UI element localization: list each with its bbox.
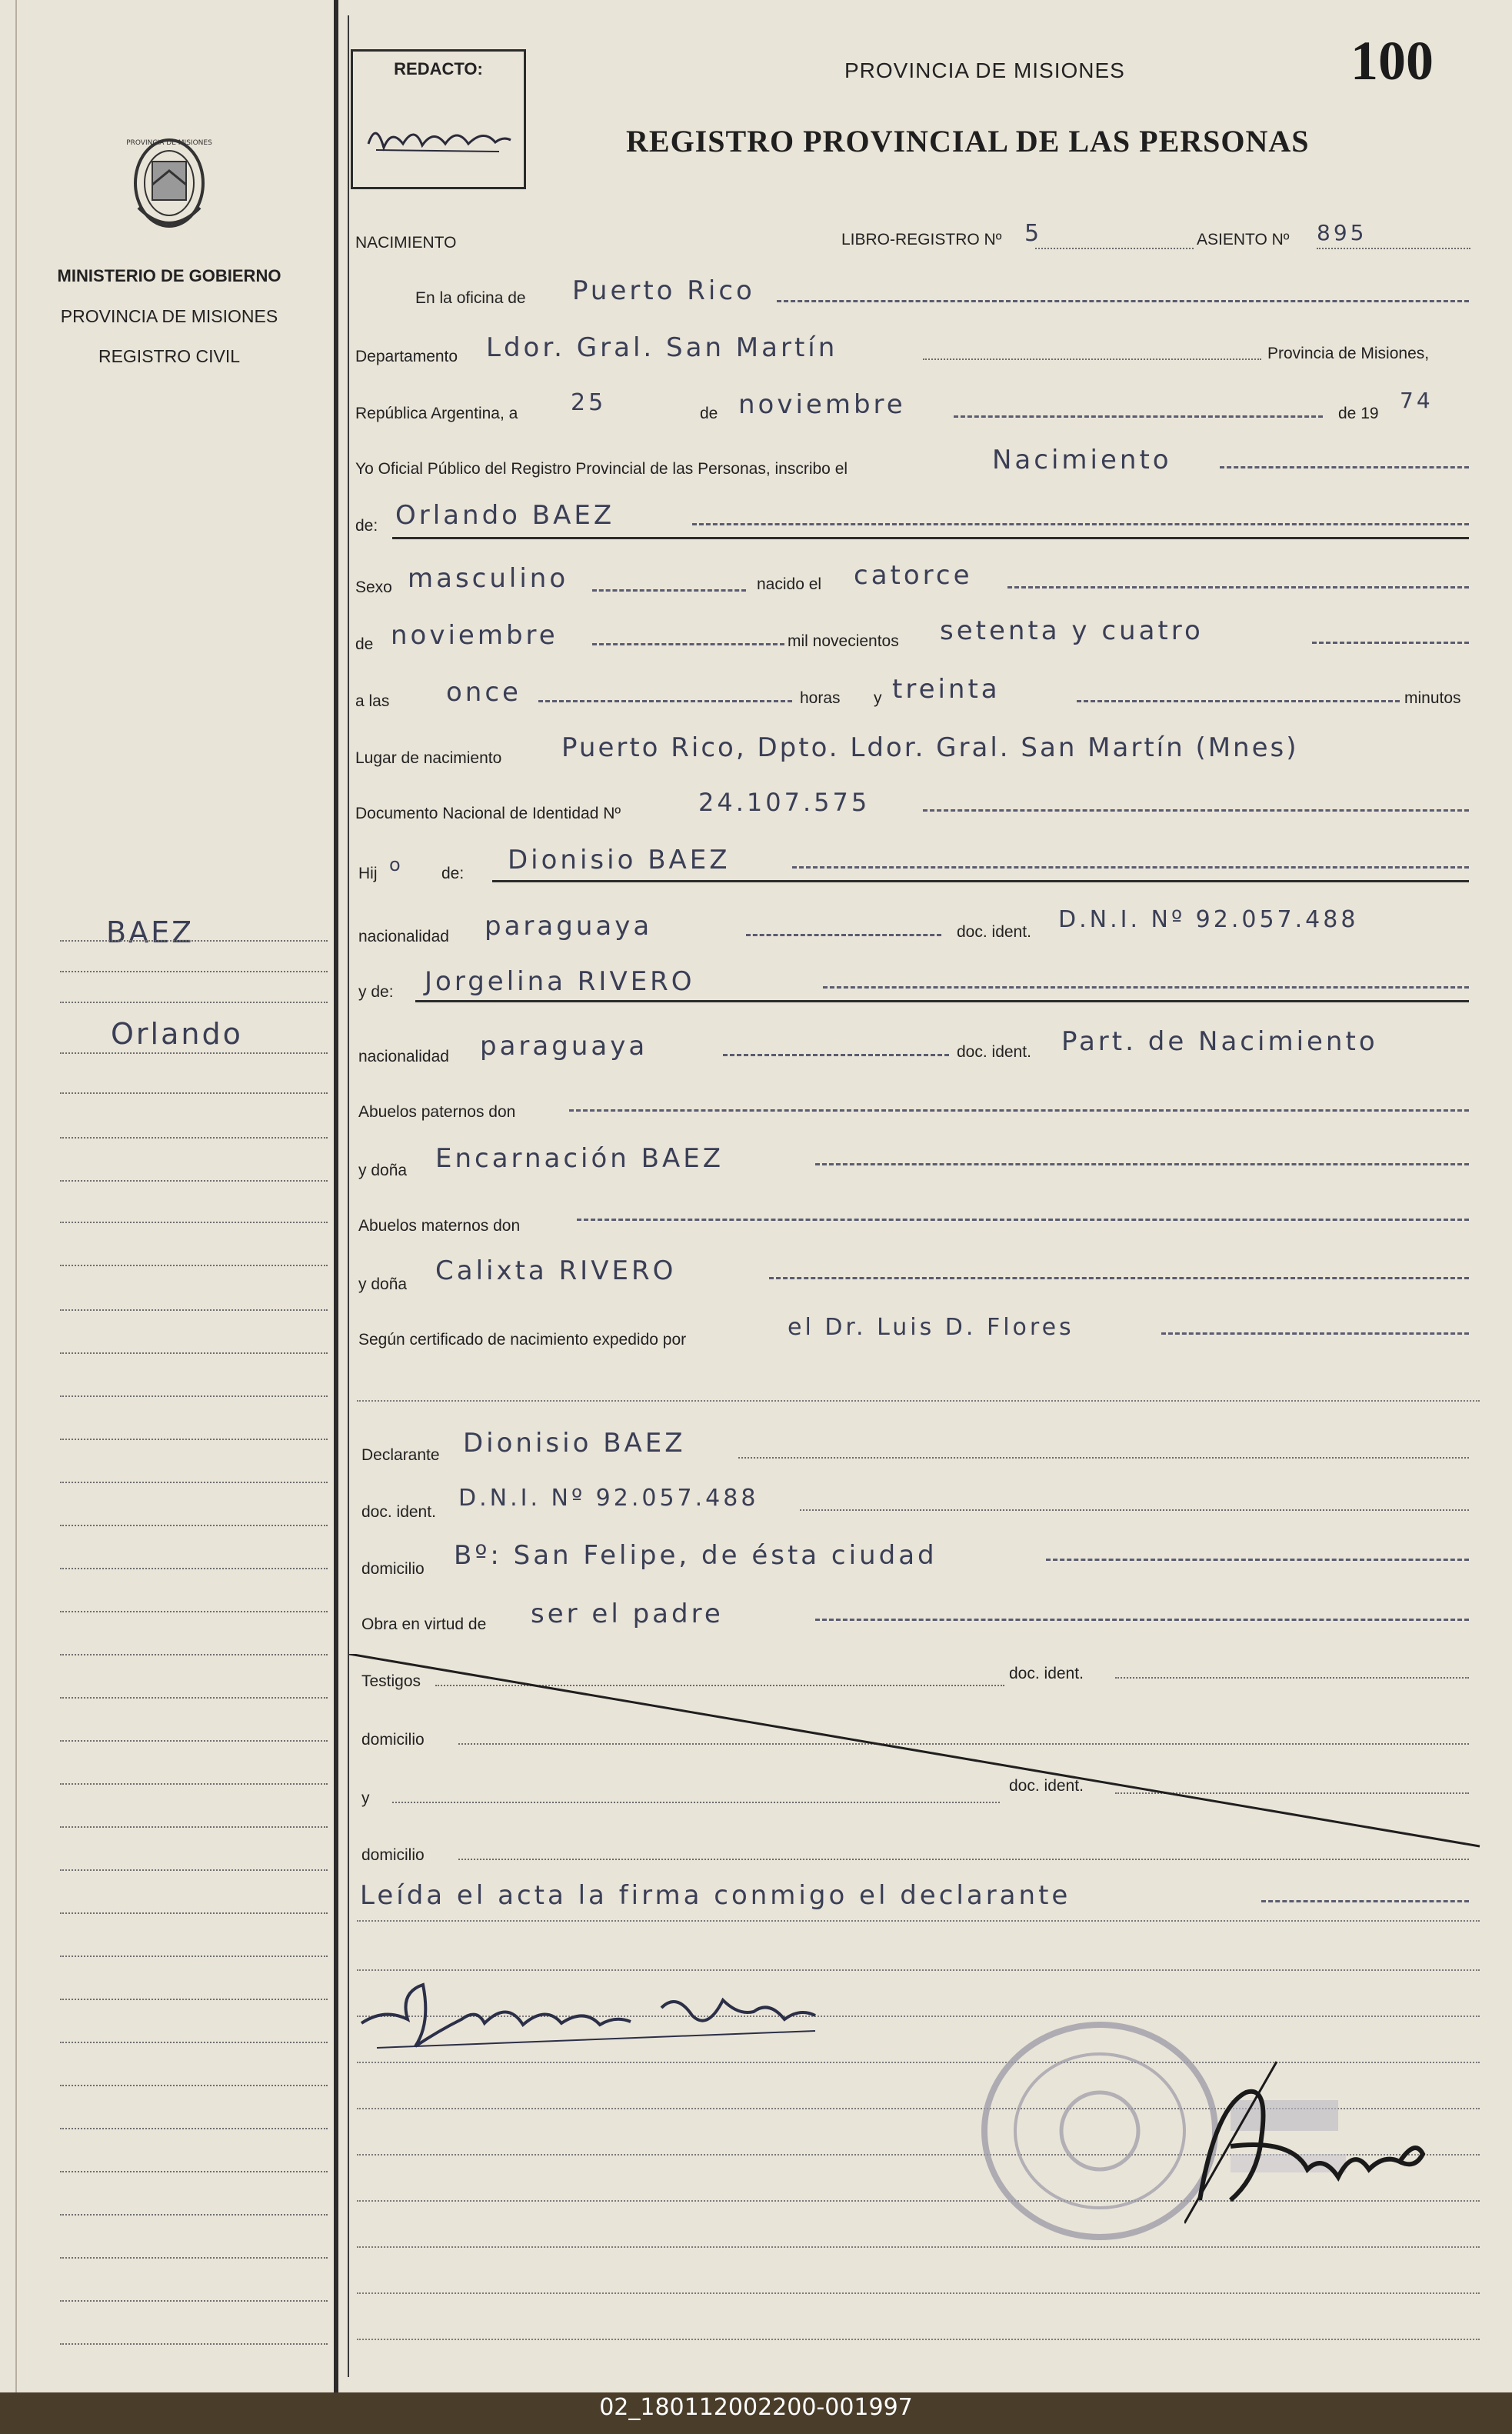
departamento-value: Ldor. Gral. San Martín [486,332,838,363]
abuela-mat-value: Calixta RIVERO [435,1255,677,1286]
mil-dashes [1312,642,1469,644]
padre-value: Dionisio BAEZ [508,845,731,875]
hora-value: once [446,677,521,708]
hijo-de-label: de: [441,865,465,882]
cancel-line [349,1654,1487,1854]
nombre-dashes [692,523,1469,525]
libro-value: 5 [1024,220,1043,247]
closing-underline [357,1920,1480,1922]
declarante-dots [738,1457,1469,1459]
ministry-heading: MINISTERIO DE GOBIERNO [57,266,281,285]
de-label: de [700,405,718,422]
madre-nac-dashes [723,1054,949,1056]
decl-doc-dots [800,1509,1469,1511]
coat-of-arms-seal [123,123,215,238]
republica-label: República Argentina, a [355,405,518,422]
nombre-underline [392,537,1469,539]
padre-nac-dashes [746,934,941,936]
province-heading: PROVINCIA DE MISIONES [60,306,278,326]
padre-dashes [792,866,1469,869]
nacido-mes-value: noviembre [391,620,558,651]
testigos-label: Testigos [361,1672,421,1690]
decl-doc-value: D.N.I. Nº 92.057.488 [458,1485,759,1512]
testigo2-dom-dots [458,1859,1469,1860]
dia-value: 25 [571,389,607,416]
hora-dashes [538,700,792,702]
declarante-value: Dionisio BAEZ [463,1428,686,1459]
header-province: PROVINCIA DE MISIONES [844,58,1125,82]
abuela-pat-value: Encarnación BAEZ [435,1143,724,1174]
nombre-value: Orlando BAEZ [395,500,615,531]
lugar-label: Lugar de nacimiento [355,749,502,767]
obra-dashes [815,1619,1469,1621]
testigo-dom-label: domicilio [361,1731,425,1749]
margin-given-name: Orlando [111,1017,243,1051]
asiento-value: 895 [1317,220,1367,245]
abuelos-mat-label: Abuelos maternos don [358,1217,521,1235]
de-mes-label: de [355,635,374,653]
image-footer-id: 02_180112002200-001997 [599,2394,913,2421]
minutos-dashes [1077,700,1400,702]
obra-label: Obra en virtud de [361,1615,487,1633]
padre-nac-label: nacionalidad [358,928,449,945]
padre-doc-value: D.N.I. Nº 92.057.488 [1058,906,1359,933]
lugar-value: Puerto Rico, Dpto. Ldor. Gral. San Martín (Mnes) [561,732,1299,763]
inscribo-label: Yo Oficial Público del Registro Provincial de las Personas, inscribo el [355,460,848,478]
mes-dashes [592,643,784,645]
anio-label: de 19 [1338,405,1379,422]
domicilio-label: domicilio [361,1560,425,1578]
decl-doc-label: doc. ident. [361,1503,436,1521]
y-dona-mat-label: y doña [358,1275,408,1293]
hijo-suffix: o [389,854,404,875]
anio-value: 74 [1400,388,1434,413]
testigo-doc-label: doc. ident. [1009,1665,1084,1682]
column-divider [334,0,338,2392]
redacto-label: REDACTO: [394,59,483,78]
madre-nac-value: paraguaya [480,1031,648,1062]
obra-value: ser el padre [531,1599,724,1629]
domicilio-dashes [1046,1559,1469,1561]
horas-label: horas [800,689,841,707]
y-de-label: y de: [358,983,394,1001]
closing-text: Leída el acta la firma conmigo el declarante [360,1880,1071,1911]
asiento-label: ASIENTO Nº [1197,231,1290,248]
form-left-border [348,15,349,2377]
page-number: 100 [1350,30,1434,92]
sexo-label: Sexo [355,578,392,596]
libro-label: LIBRO-REGISTRO Nº [841,231,1002,248]
margin-surname: BAEZ [106,915,195,949]
inscribo-value: Nacimiento [992,445,1172,475]
madre-dashes [823,986,1469,989]
padre-nac-value: paraguaya [485,911,653,942]
hijo-label: Hij [358,865,378,882]
declarante-label: Declarante [361,1446,440,1464]
madre-nac-label: nacionalidad [358,1048,449,1065]
record-type-label: NACIMIENTO [355,234,457,252]
closing-dashes [1261,1900,1469,1902]
abuelos-pat-dashes [569,1109,1469,1112]
nacido-value: catorce [854,560,973,591]
header-title: REGISTRO PROVINCIAL DE LAS PERSONAS [626,124,1310,158]
minutos-value: treinta [892,674,1001,705]
y-dona-pat-label: y doña [358,1162,408,1179]
provincia-label: Provincia de Misiones, [1267,345,1430,362]
oficina-dashes [777,300,1469,302]
de-nombre-label: de: [355,517,378,535]
dni-label: Documento Nacional de Identidad Nº [355,805,621,822]
madre-doc-value: Part. de Nacimiento [1061,1026,1378,1057]
abuela-pat-dashes [815,1163,1469,1165]
libro-dots [1035,248,1194,249]
domicilio-value: Bº: San Felipe, de ésta ciudad [454,1540,938,1571]
minutos-label: minutos [1404,689,1461,707]
seal-ring-text: PROVINCIA DE MISIONES [126,139,212,147]
madre-doc-label: doc. ident. [957,1043,1031,1061]
segun-label: Según certificado de nacimiento expedido por [358,1331,687,1349]
mil-value: setenta y cuatro [940,615,1204,646]
oficina-value: Puerto Rico [572,275,755,306]
testigo2-doc-label: doc. ident. [1009,1777,1084,1795]
y-minutos-label: y [874,689,882,707]
dni-dashes [923,809,1469,812]
a-las-label: a las [355,692,390,710]
nacido-dashes [1007,586,1469,588]
fecha-dashes [954,415,1323,418]
segun-blank-line [357,1400,1480,1402]
oficina-label: En la oficina de [415,289,526,307]
page-edge-line [15,0,17,2392]
abuela-mat-dashes [769,1277,1469,1279]
departamento-dots [923,358,1261,360]
abuelos-mat-dashes [577,1219,1469,1221]
asiento-dots [1317,248,1470,249]
nacido-label: nacido el [757,575,822,593]
padre-doc-label: doc. ident. [957,923,1031,941]
inscribo-dashes [1220,466,1469,468]
madre-underline [415,1000,1469,1002]
mes-value: noviembre [738,389,906,420]
redacto-signature [361,105,515,167]
redacto-box [351,49,526,189]
departamento-label: Departamento [355,348,458,365]
sexo-dashes [592,589,746,592]
padre-underline [492,880,1469,882]
sexo-value: masculino [408,563,569,594]
declarant-signature [354,1977,846,2062]
testigo2-dom-label: domicilio [361,1846,425,1864]
mil-label: mil novecientos [788,632,899,650]
testigo-y-label: y [361,1789,370,1807]
dni-value: 24.107.575 [698,788,871,817]
office-heading: REGISTRO CIVIL [98,346,241,366]
segun-value: el Dr. Luis D. Flores [788,1314,1074,1341]
abuelos-pat-label: Abuelos paternos don [358,1103,516,1121]
segun-dashes [1161,1332,1469,1335]
madre-value: Jorgelina RIVERO [425,966,695,997]
officer-signature [1184,2046,1461,2231]
